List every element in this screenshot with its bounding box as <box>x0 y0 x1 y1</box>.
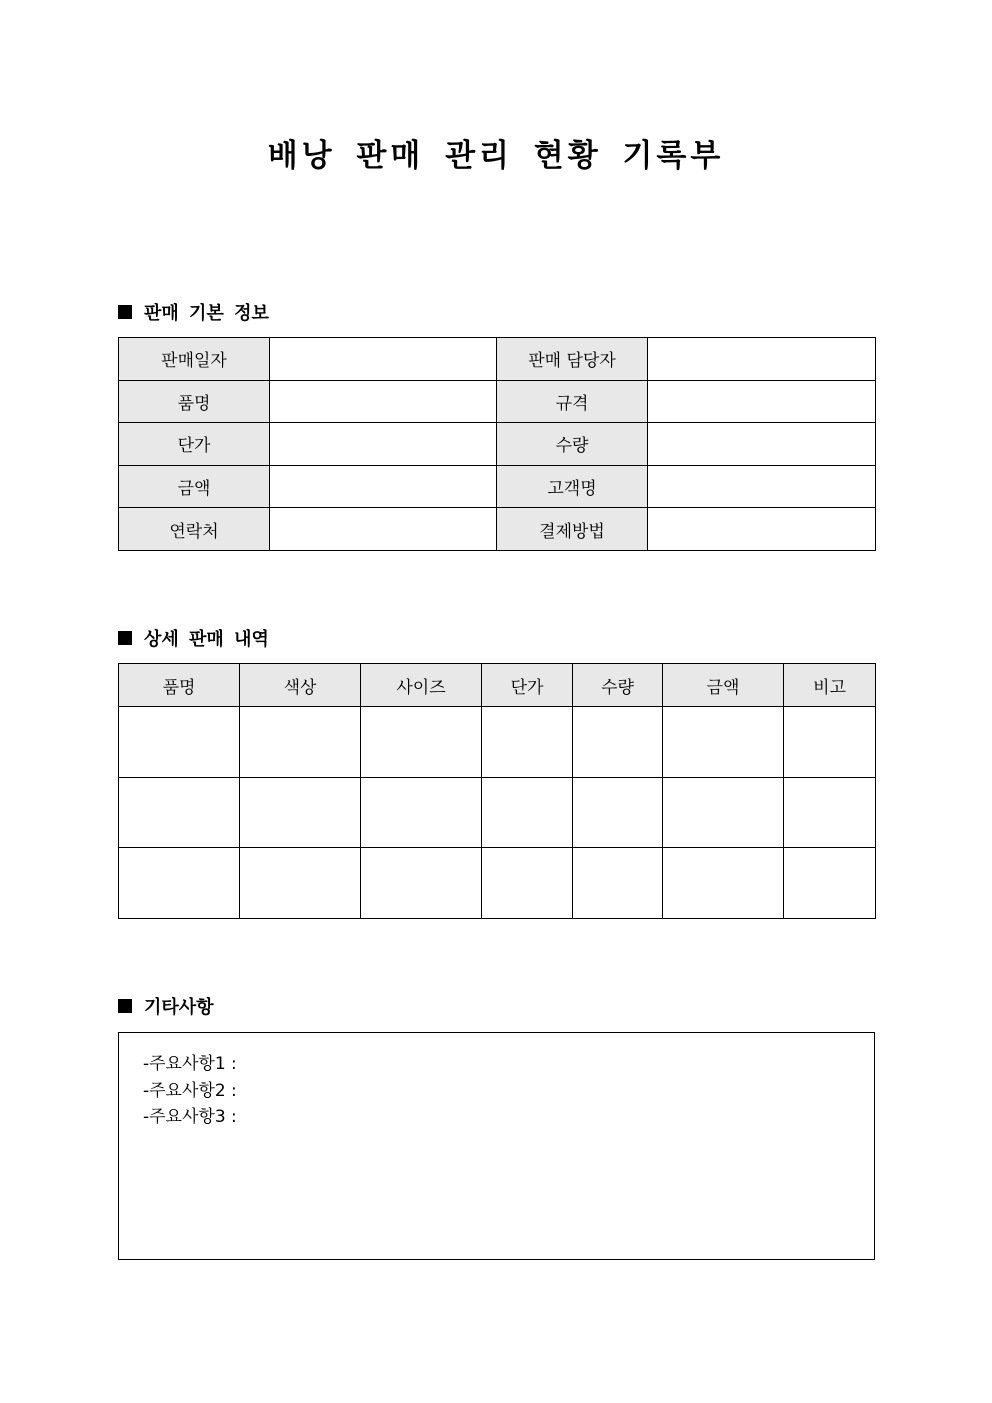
table-row <box>119 777 876 848</box>
salesperson-field[interactable] <box>648 338 876 381</box>
section-heading-label: 판매 기본 정보 <box>144 303 269 324</box>
table-row <box>119 380 876 423</box>
square-bullet-icon <box>118 999 132 1013</box>
table-cell[interactable] <box>240 777 361 848</box>
basic-info-table <box>118 337 876 551</box>
section-heading-basic-info <box>118 299 269 325</box>
table-cell[interactable] <box>784 848 876 919</box>
table-cell[interactable] <box>361 848 482 919</box>
table-cell[interactable] <box>784 707 876 778</box>
table-cell[interactable] <box>240 848 361 919</box>
column-header-item-name: 품명 <box>119 664 240 707</box>
customer-name-field[interactable] <box>648 465 876 508</box>
table-cell[interactable] <box>663 777 784 848</box>
table-row <box>119 423 876 466</box>
table-cell[interactable] <box>663 707 784 778</box>
square-bullet-icon <box>118 305 132 319</box>
table-cell[interactable] <box>482 707 573 778</box>
unit-price-label: 단가 <box>119 423 270 466</box>
section-heading-details <box>118 625 269 651</box>
quantity-label: 수량 <box>497 423 648 466</box>
notes-item: -주요사항3 : <box>143 1107 237 1127</box>
payment-method-field[interactable] <box>648 508 876 551</box>
document-title: 배낭 판매 관리 현황 기록부 <box>267 138 725 174</box>
column-header-size: 사이즈 <box>361 664 482 707</box>
notes-item: -주요사항1 : <box>143 1054 237 1074</box>
table-cell[interactable] <box>573 707 663 778</box>
column-header-amount: 금액 <box>663 664 784 707</box>
section-heading-notes <box>118 993 214 1019</box>
table-cell[interactable] <box>361 777 482 848</box>
table-cell[interactable] <box>663 848 784 919</box>
specification-label: 규격 <box>497 380 648 423</box>
table-cell[interactable] <box>119 777 240 848</box>
table-header-row <box>119 664 876 707</box>
table-row <box>119 338 876 381</box>
square-bullet-icon <box>118 631 132 645</box>
table-row <box>119 707 876 778</box>
amount-label: 금액 <box>119 465 270 508</box>
column-header-quantity: 수량 <box>573 664 663 707</box>
table-row <box>119 848 876 919</box>
contact-field[interactable] <box>270 508 497 551</box>
table-row <box>119 465 876 508</box>
column-header-remarks: 비고 <box>784 664 876 707</box>
table-cell[interactable] <box>240 707 361 778</box>
table-cell[interactable] <box>119 848 240 919</box>
notes-item: -주요사항2 : <box>143 1080 237 1101</box>
table-cell[interactable] <box>361 707 482 778</box>
unit-price-field[interactable] <box>270 423 497 466</box>
table-cell[interactable] <box>784 777 876 848</box>
table-row <box>119 508 876 551</box>
section-heading-label: 상세 판매 내역 <box>144 629 269 650</box>
amount-field[interactable] <box>270 465 497 508</box>
customer-name-label: 고객명 <box>497 465 648 508</box>
specification-field[interactable] <box>648 380 876 423</box>
table-cell[interactable] <box>573 777 663 848</box>
notes-list <box>143 1051 237 1131</box>
payment-method-label: 결제방법 <box>497 508 648 551</box>
column-header-unit-price: 단가 <box>482 664 573 707</box>
table-cell[interactable] <box>573 848 663 919</box>
sale-date-label: 판매일자 <box>119 338 270 381</box>
column-header-color: 색상 <box>240 664 361 707</box>
section-heading-label: 기타사항 <box>144 997 214 1018</box>
contact-label: 연락처 <box>119 508 270 551</box>
notes-box[interactable] <box>118 1032 875 1260</box>
item-name-label: 품명 <box>119 380 270 423</box>
salesperson-label: 판매 담당자 <box>497 338 648 381</box>
sale-date-field[interactable] <box>270 338 497 381</box>
table-cell[interactable] <box>119 707 240 778</box>
item-name-field[interactable] <box>270 380 497 423</box>
quantity-field[interactable] <box>648 423 876 466</box>
table-cell[interactable] <box>482 848 573 919</box>
sales-detail-table <box>118 663 876 919</box>
table-cell[interactable] <box>482 777 573 848</box>
